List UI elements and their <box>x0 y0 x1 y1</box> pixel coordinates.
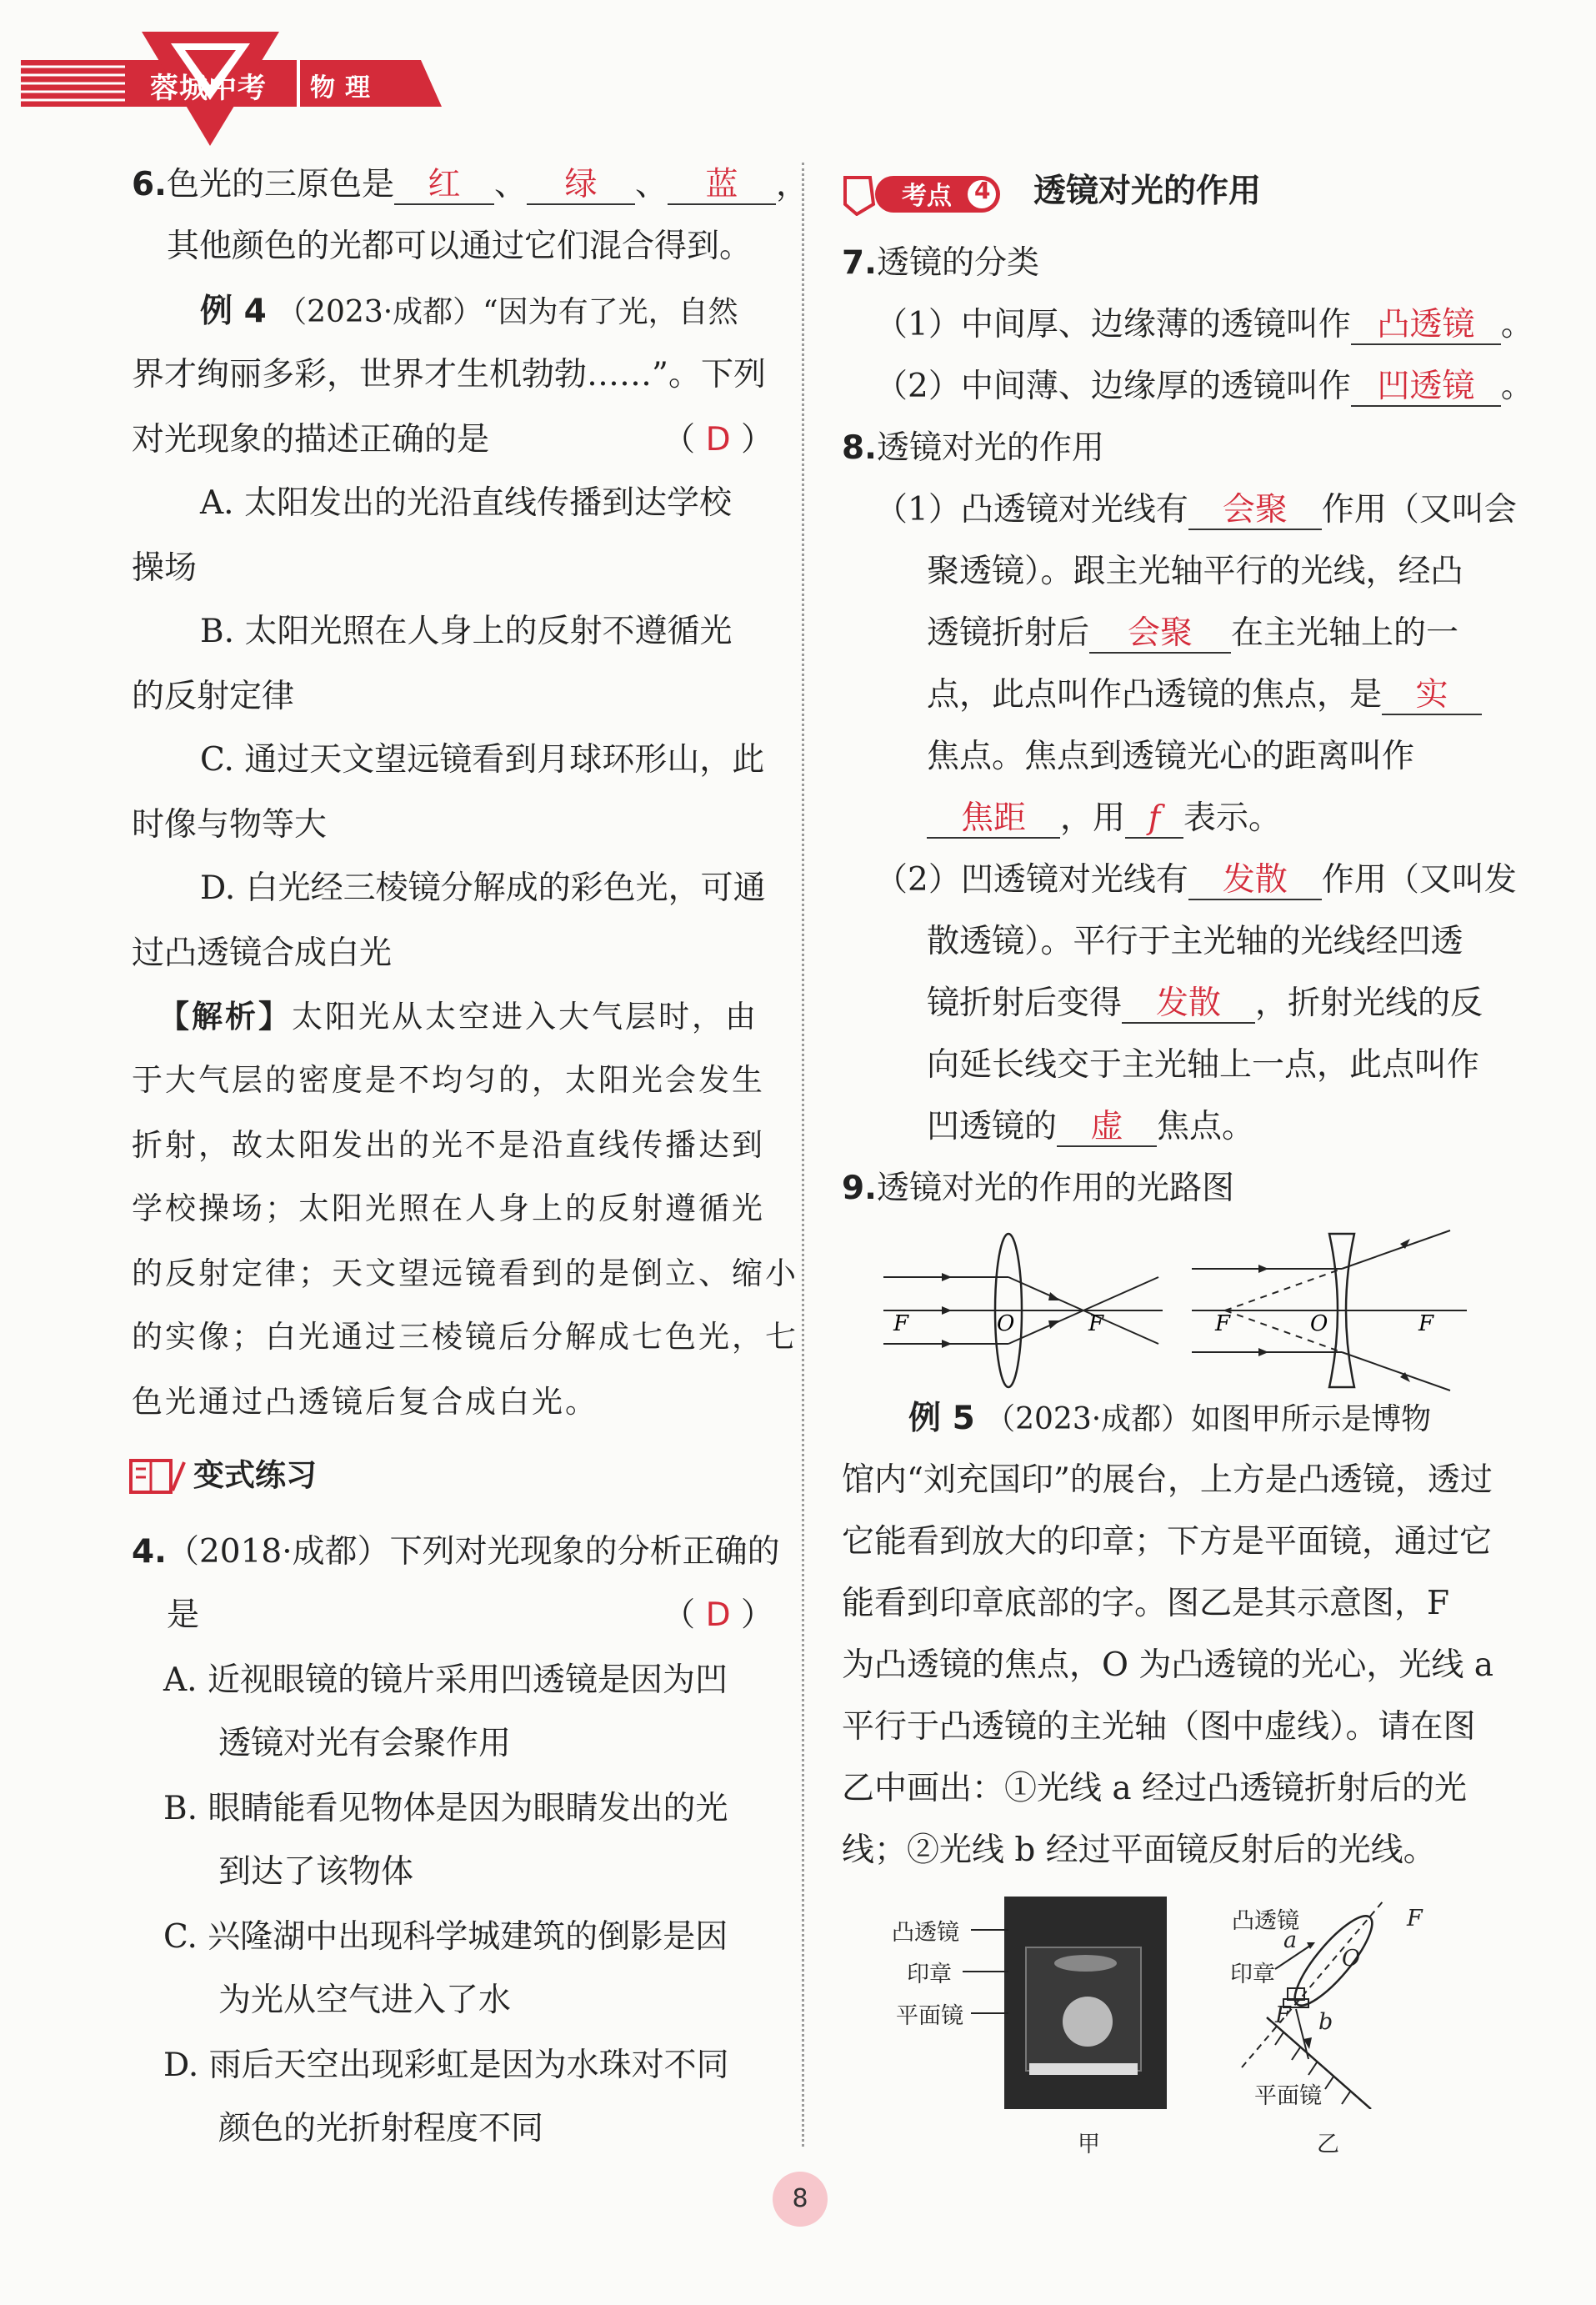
q4-text2: 是 <box>167 1596 200 1634</box>
q8-b-text3b: ，折射光线的反 <box>1255 985 1483 1022</box>
ex4-analysis-2: 于大气层的密度是不均匀的，太阳光会发生 <box>132 1062 765 1098</box>
q8-b-line4: 向延长线交于主光轴上一点，此点叫作 <box>927 1046 1480 1084</box>
q8-b-text1: （2）凹透镜对光线有 <box>875 861 1188 899</box>
fig-yi-ray-a: a <box>1283 1927 1298 1953</box>
q8-a-text3: 透镜折射后 <box>927 614 1090 652</box>
kaodian-title: 透镜对光的作用 <box>1033 173 1262 210</box>
ex5-line6: 平行于凸透镜的主光轴（图中虚线）。请在图 <box>842 1708 1476 1746</box>
page-number: 8 <box>773 2172 828 2227</box>
convex-lens-diagram <box>883 1234 1163 1387</box>
q8-b-line1 <box>875 859 1517 902</box>
q6-comma: ， <box>776 166 809 203</box>
q4-option-d-1: D. 雨后天空出现彩虹是因为水珠对不同 <box>163 2047 729 2084</box>
ex4-analysis-5: 的反射定律；天文望远镜看到的是倒立、缩小 <box>132 1255 798 1291</box>
ex4-analysis-7: 色光通过凸透镜后复合成白光。 <box>132 1384 598 1420</box>
ex5-line8: 线；②光线 b 经过平面镜反射后的光线。 <box>842 1831 1436 1869</box>
ex5-text1: （2023·成都）如图甲所示是博物 <box>985 1402 1432 1436</box>
q8-answer-focal-length: 焦距 <box>927 800 1060 839</box>
ex4-option-d-2: 过凸透镜合成白光 <box>132 935 393 972</box>
q6-text: 色光的三原色是 <box>166 166 394 203</box>
q6-sep1: 、 <box>493 166 527 203</box>
kaodian-badge-text: 考点 <box>902 182 952 211</box>
fig-yi-f-upper: F <box>1407 1906 1423 1932</box>
q6-answer-blue: 蓝 <box>668 167 776 205</box>
q8-answer-diverge-1: 发散 <box>1188 862 1322 900</box>
practice-q4-line1 <box>132 1531 780 1574</box>
q8-a-text1b: 作用（又叫会 <box>1321 491 1517 529</box>
q9-number: 9. <box>842 1170 877 1207</box>
fig-yi-label-lens: 凸透镜 <box>1232 1908 1299 1934</box>
q8-answer-converge-1: 会聚 <box>1188 492 1322 530</box>
fig-yi-ray-b: b <box>1318 2009 1333 2035</box>
q8-a-text1: （1）凸透镜对光线有 <box>875 491 1188 529</box>
q8-a-text4: 点，此点叫作凸透镜的焦点，是 <box>927 676 1383 714</box>
brand-name: 蓉城中考 <box>150 72 267 105</box>
kaodian-flag-icon <box>845 178 873 214</box>
ex4-option-a-2: 操场 <box>132 549 198 587</box>
q4-option-a-2: 透镜对光有会聚作用 <box>218 1725 512 1762</box>
q7-part2 <box>875 365 1533 408</box>
fig-jia-label-seal: 印章 <box>907 1962 952 1987</box>
q8-b-text3: 镜折射后变得 <box>927 985 1123 1022</box>
q7-part1-end: 。 <box>1500 306 1533 343</box>
q8-a-line6 <box>927 797 1281 840</box>
ex4-analysis-4: 学校操场；太阳光照在人身上的反射遵循光 <box>132 1190 765 1226</box>
ex4-analysis-6: 的实像；白光通过三棱镜后分解成七色光，七 <box>132 1319 798 1355</box>
q6-line2: 其他颜色的光都可以通过它们混合得到。 <box>167 228 753 265</box>
q4-option-b-1: B. 眼睛能看见物体是因为眼睛发出的光 <box>163 1790 728 1827</box>
q8-b-line2: 散透镜）。平行于主光轴的光线经凹透 <box>927 923 1463 960</box>
ex4-option-a-1: A. 太阳发出的光沿直线传播到达学校 <box>200 484 732 522</box>
ex5-label: 例 5 <box>908 1400 975 1437</box>
q7-title: 透镜的分类 <box>876 244 1039 282</box>
q8-a-line5: 焦点。焦点到透镜光心的距离叫作 <box>927 738 1415 775</box>
fig-jia-label-mirror: 平面镜 <box>896 2003 963 2029</box>
concave-f-left: F <box>1215 1311 1231 1336</box>
ex4-option-d-1: D. 白光经三棱镜分解成的彩色光，可通 <box>200 869 766 907</box>
ex5-line7: 乙中画出：①光线 a 经过凸透镜折射后的光 <box>842 1770 1468 1807</box>
analysis-text1: 太阳光从太空进入大气层时，由 <box>292 999 758 1035</box>
q8-b-line5 <box>927 1105 1254 1149</box>
q8-b-text5: 凹透镜的 <box>927 1108 1058 1145</box>
q4-option-c-1: C. 兴隆湖中出现科学城建筑的倒影是因 <box>163 1918 728 1956</box>
practice-title: 变式练习 <box>193 1457 317 1493</box>
q8-answer-f: f <box>1125 800 1183 839</box>
fig-yi-caption: 乙 <box>1317 2132 1339 2157</box>
q8-a-text6b: 表示。 <box>1183 799 1282 837</box>
lens-ray-diagrams <box>875 1225 1475 1392</box>
concave-f-right: F <box>1418 1311 1434 1336</box>
ex4-text1: （2023·成都）“因为有了光，自然 <box>277 295 738 329</box>
q6-number: 6. <box>132 166 167 203</box>
fig-yi-o: O <box>1342 1946 1361 1972</box>
fig-jia-label-lens: 凸透镜 <box>892 1920 959 1946</box>
q8-answer-real: 实 <box>1382 677 1482 715</box>
q4-answer: D <box>705 1596 731 1634</box>
ex5-line2: 馆内“刘充国印”的展台，上方是凸透镜，透过 <box>842 1461 1493 1499</box>
q9-title: 透镜对光的作用的光路图 <box>876 1170 1234 1207</box>
q8-title: 透镜对光的作用 <box>876 429 1104 467</box>
q8-title-line <box>842 427 1104 470</box>
column-divider <box>802 163 804 2147</box>
ex4-label: 例 4 <box>200 293 267 330</box>
ex4-analysis-1 <box>158 995 758 1039</box>
q8-answer-virtual: 虚 <box>1057 1109 1157 1147</box>
ex4-option-c-2: 时像与物等大 <box>132 806 328 844</box>
q7-part2-text: （2）中间薄、边缘厚的透镜叫作 <box>875 368 1351 405</box>
q4-option-b-2: 到达了该物体 <box>218 1853 414 1891</box>
q4-option-d-2: 颜色的光折射程度不同 <box>218 2110 544 2147</box>
q4-number: 4. <box>132 1533 167 1571</box>
q8-answer-diverge-2: 发散 <box>1122 985 1255 1024</box>
q7-part1-text: （1）中间厚、边缘薄的透镜叫作 <box>875 306 1351 343</box>
q7-title-line <box>842 242 1039 285</box>
page-header <box>0 0 1596 150</box>
ex4-option-b-1: B. 太阳光照在人身上的反射不遵循光 <box>200 613 733 650</box>
convex-o: O <box>997 1311 1015 1336</box>
q7-part1 <box>875 303 1533 347</box>
concave-o: O <box>1310 1311 1328 1336</box>
q7-part2-end: 。 <box>1500 368 1533 405</box>
ex4-option-b-2: 的反射定律 <box>132 678 295 715</box>
q8-b-text1b: 作用（又叫发 <box>1321 861 1517 899</box>
fig-jia-caption: 甲 <box>1078 2132 1100 2157</box>
ex4-analysis-3: 折射，故太阳发出的光不是沿直线传播达到 <box>132 1127 765 1163</box>
ex5-line1 <box>908 1397 1431 1441</box>
q6-sep2: 、 <box>634 166 668 203</box>
convex-f-right: F <box>1088 1311 1104 1336</box>
q4-option-c-2: 为光从空气进入了水 <box>218 1982 512 2019</box>
q8-a-line3 <box>927 612 1458 655</box>
q6-answer-red: 红 <box>394 167 494 205</box>
convex-f-left: F <box>893 1311 909 1336</box>
fig-yi-f-lower: F <box>1275 2002 1291 2028</box>
q8-a-text3b: 在主光轴上的一 <box>1231 614 1459 652</box>
ex4-line3: 对光现象的描述正确的是 （ D ） <box>132 421 773 458</box>
q4-option-a-1: A. 近视眼镜的镜片采用凹透镜是因为凹 <box>163 1661 728 1699</box>
kaodian-badge-number: 4 <box>974 177 991 204</box>
q8-a-line2: 聚透镜）。跟主光轴平行的光线，经凸 <box>927 553 1463 590</box>
ex4-text3: 对光现象的描述正确的是 <box>132 421 490 458</box>
ex5-line3: 它能看到放大的印章；下方是平面镜，通过它 <box>842 1523 1493 1561</box>
ex5-line4: 能看到印章底部的字。图乙是其示意图，F <box>842 1585 1450 1622</box>
q4-text1: （2018·成都）下列对光现象的分析正确的 <box>166 1533 780 1571</box>
practice-q4-line2: 是 （ D ） <box>167 1596 773 1634</box>
practice-book-icon <box>129 1457 186 1496</box>
q8-b-line3 <box>927 982 1483 1025</box>
q8-answer-converge-2: 会聚 <box>1089 615 1231 654</box>
fig-yi-label-mirror: 平面镜 <box>1254 2083 1322 2109</box>
q8-b-text5b: 焦点。 <box>1157 1108 1255 1145</box>
q7-number: 7. <box>842 244 877 282</box>
q8-a-text6: ，用 <box>1060 799 1126 837</box>
analysis-label: 【解析】 <box>158 999 292 1035</box>
ex4-line2: 界才绚丽多彩，世界才生机勃勃……”。下列 <box>132 356 766 393</box>
q9-title-line <box>842 1167 1234 1210</box>
q8-number: 8. <box>842 429 877 467</box>
q8-a-line1 <box>875 489 1517 532</box>
q6-answer-green: 绿 <box>527 167 635 205</box>
ex4-answer: D <box>705 421 731 458</box>
ex4-option-c-1: C. 通过天文望远镜看到月球环形山，此 <box>200 741 765 779</box>
ex5-line5: 为凸透镜的焦点，O 为凸透镜的光心，光线 a <box>842 1646 1494 1684</box>
q6-line1 <box>132 163 808 207</box>
q7-answer-1: 凸透镜 <box>1351 307 1501 345</box>
q8-a-line4 <box>927 674 1482 717</box>
ex4-line1 <box>200 290 738 334</box>
fig-yi-label-seal: 印章 <box>1230 1962 1275 1987</box>
figure-jia-photo <box>1004 1897 1167 2109</box>
subject-tab: 物理 <box>310 73 380 103</box>
q7-answer-2: 凹透镜 <box>1351 368 1501 407</box>
concave-lens-diagram <box>1192 1230 1467 1391</box>
